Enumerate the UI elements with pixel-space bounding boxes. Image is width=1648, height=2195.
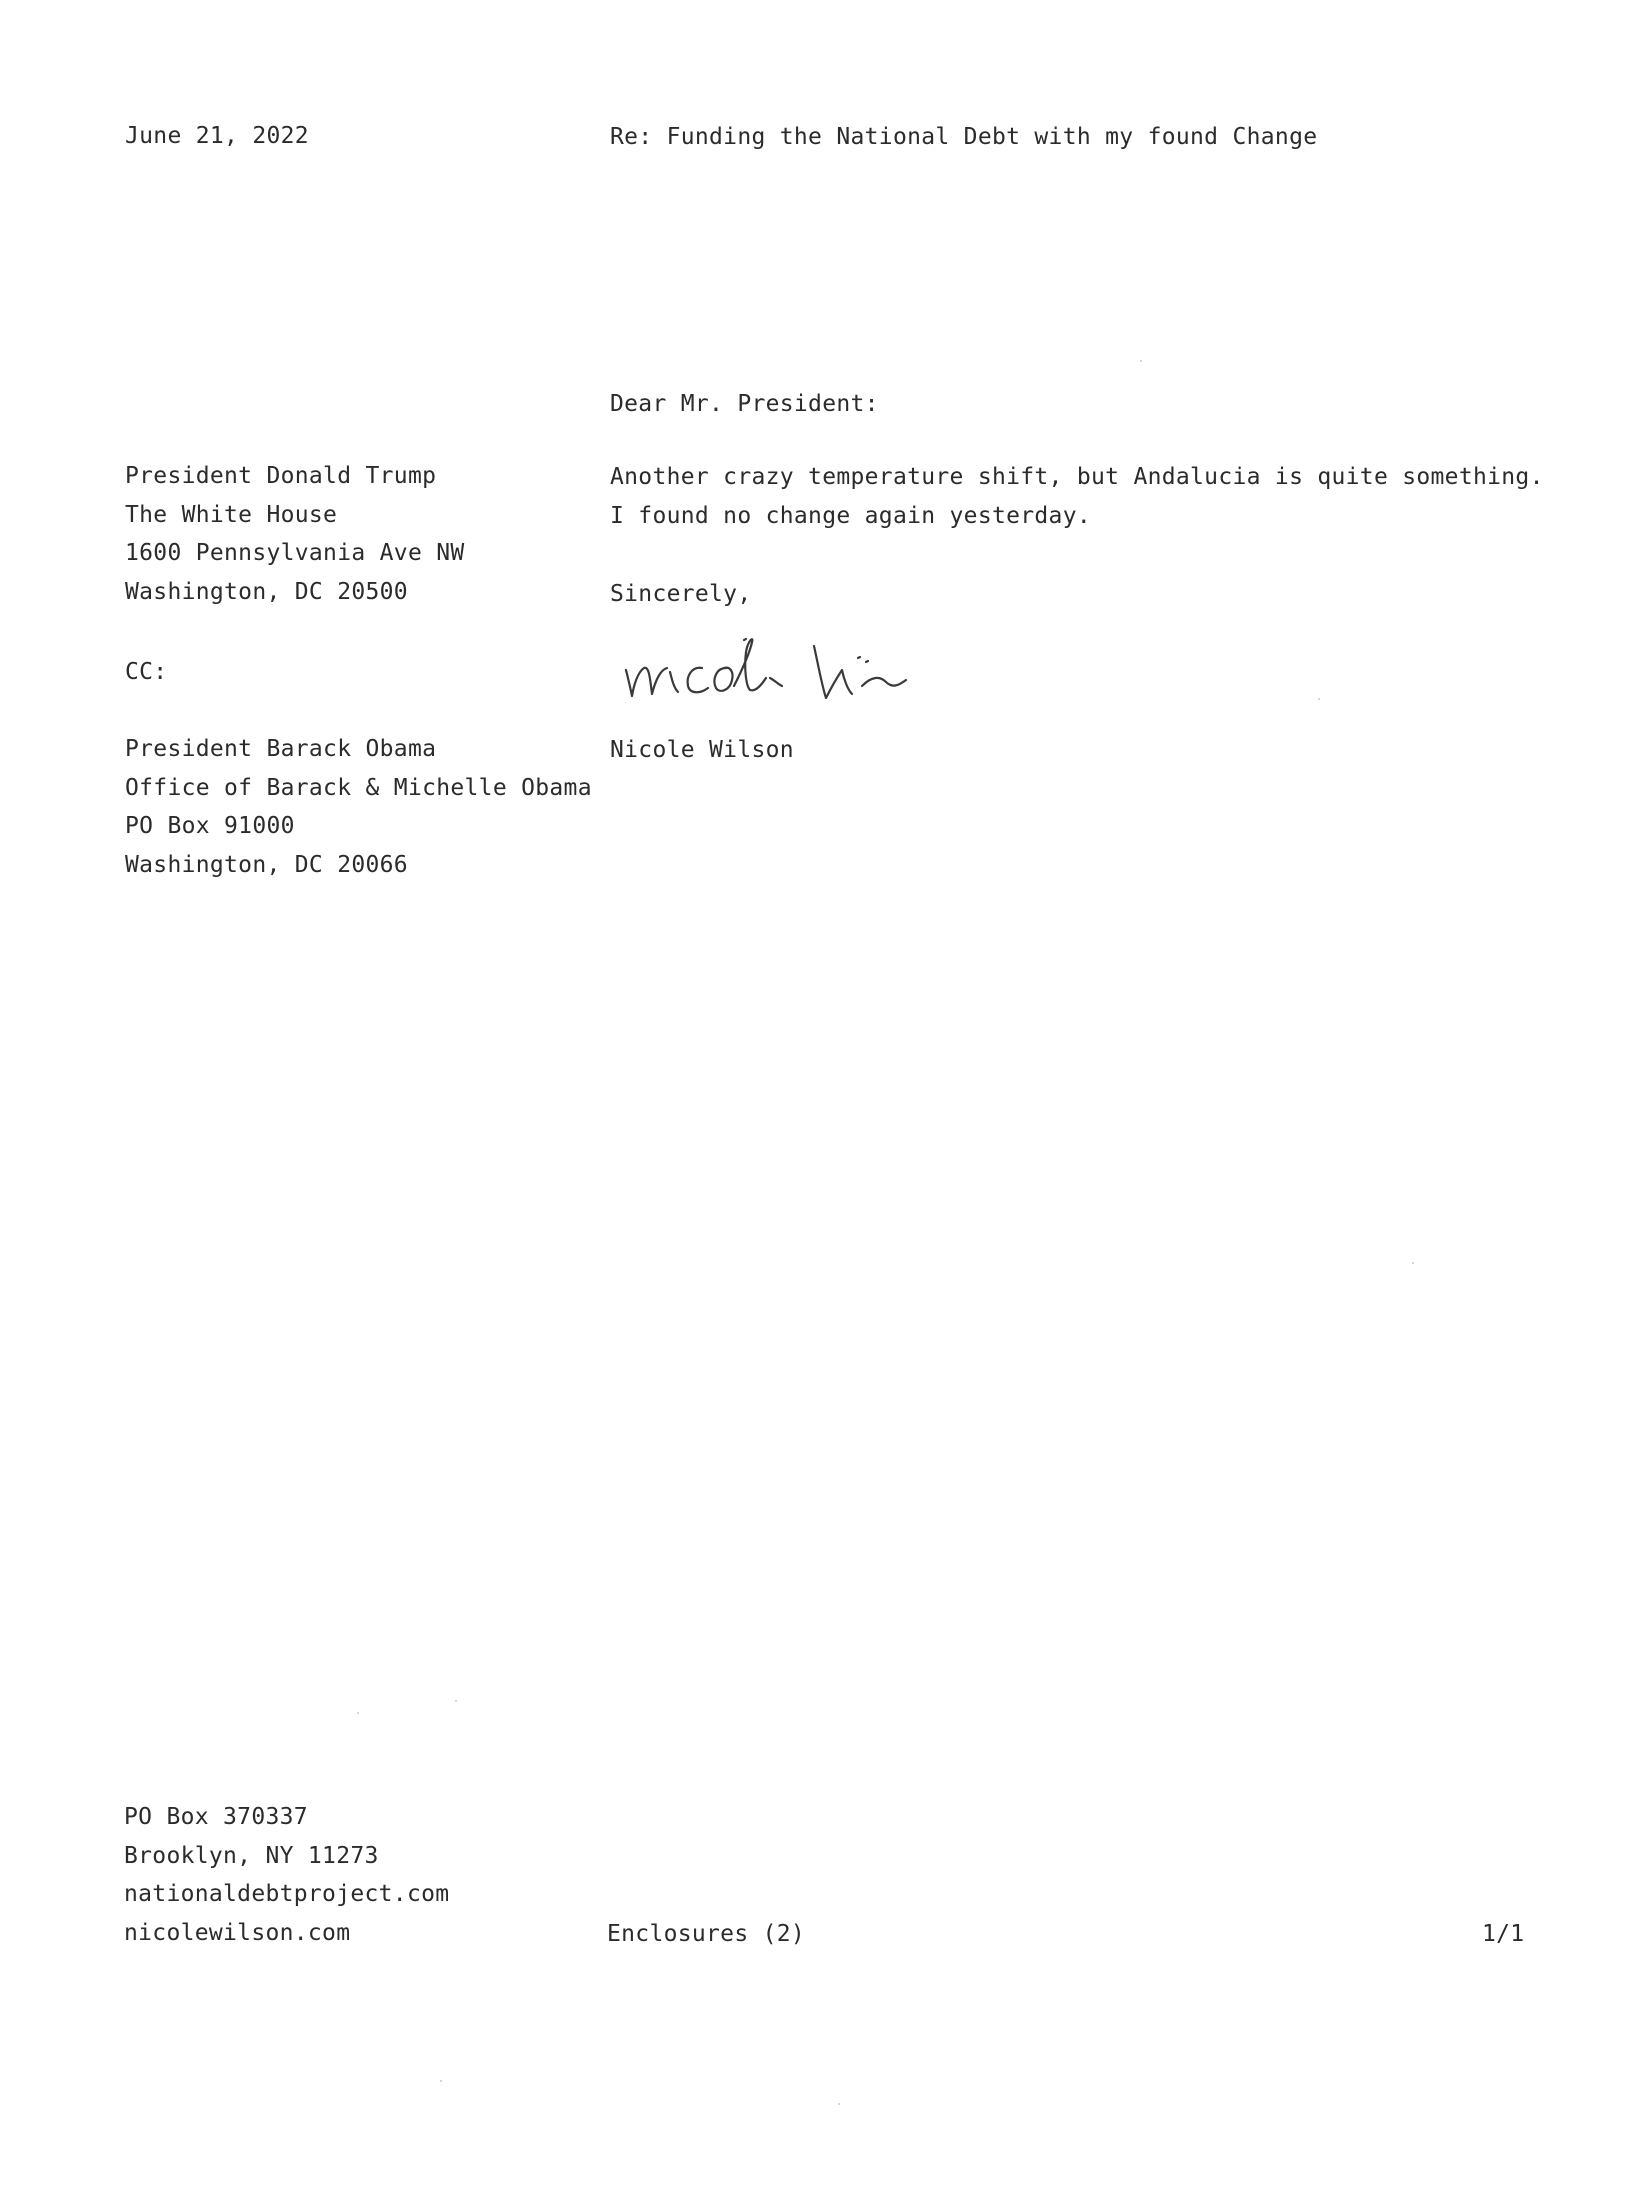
letter-date: June 21, 2022 (125, 123, 309, 149)
footer-address-line: nationaldebtproject.com (124, 1881, 450, 1907)
cc-address-line: PO Box 91000 (125, 813, 295, 839)
scan-speck (1412, 1262, 1414, 1264)
scan-speck (455, 1700, 457, 1702)
page-number: 1/1 (1482, 1921, 1525, 1947)
scan-speck (357, 1712, 359, 1714)
scan-speck (440, 2080, 442, 2082)
cc-address-line: Office of Barack & Michelle Obama (125, 774, 592, 801)
cc-address-line: President Barack Obama (125, 736, 437, 762)
letter-subject: Re: Funding the National Debt with my found Change (610, 124, 1318, 150)
recipient-address-line: The White House (125, 501, 338, 528)
handwritten-signature-icon (622, 628, 922, 718)
recipient-address (125, 457, 465, 611)
recipient-address-line: Washington, DC 20500 (125, 578, 408, 605)
cc-address-line: Washington, DC 20066 (125, 851, 408, 878)
footer-address (124, 1798, 449, 1952)
cc-address (125, 730, 592, 884)
recipient-address-line: President Donald Trump (125, 463, 437, 489)
scan-speck (838, 2103, 840, 2105)
enclosures-note: Enclosures (2) (607, 1921, 806, 1947)
salutation: Dear Mr. President: (610, 391, 879, 417)
sender-name: Nicole Wilson (610, 737, 794, 763)
recipient-address-line: 1600 Pennsylvania Ave NW (125, 540, 465, 566)
scan-speck (1140, 360, 1142, 362)
closing: Sincerely, (610, 581, 752, 607)
footer-address-line: nicolewilson.com (124, 1919, 351, 1946)
scan-speck (1318, 698, 1320, 700)
letter-body (610, 458, 1544, 535)
body-line: Another crazy temperature shift, but Andalucia is quite something. (610, 464, 1544, 490)
body-line: I found no change again yesterday. (610, 502, 1092, 529)
cc-label: CC: (125, 659, 168, 685)
footer-address-line: Brooklyn, NY 11273 (124, 1842, 379, 1869)
footer-address-line: PO Box 370337 (124, 1804, 308, 1830)
